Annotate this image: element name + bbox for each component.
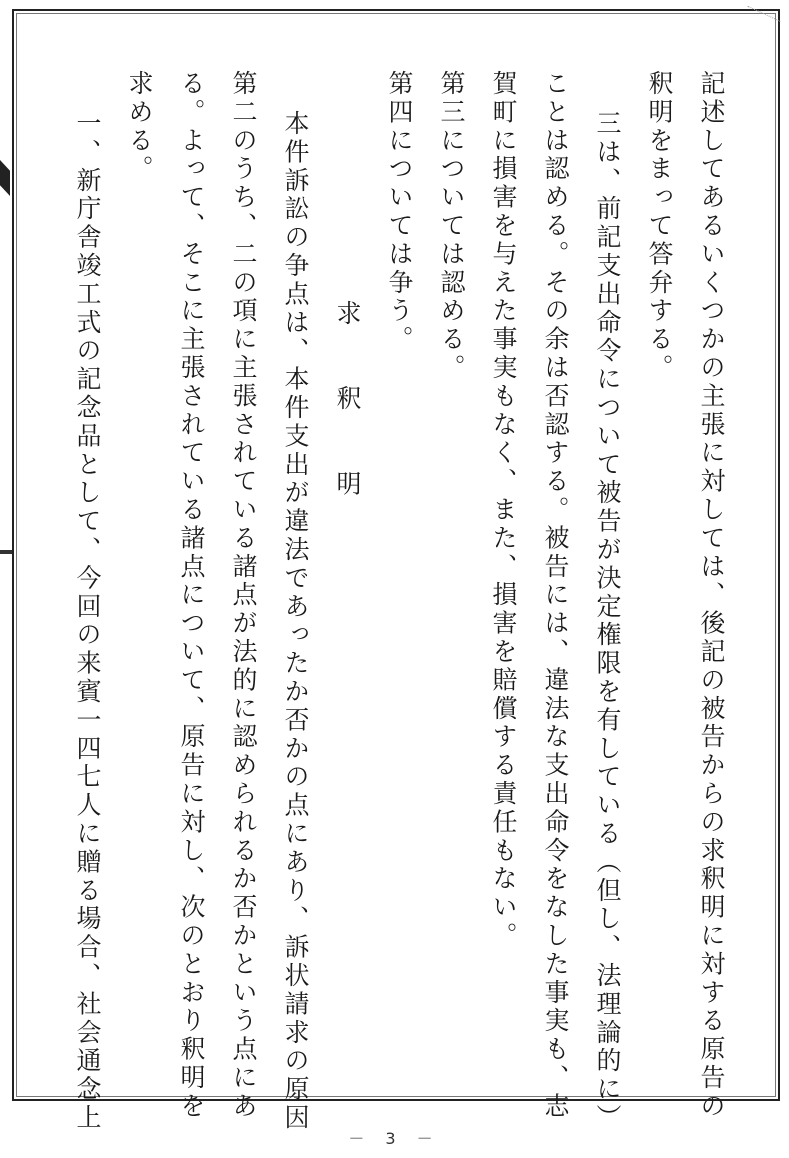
section-heading: 求 釈 明 (333, 300, 362, 499)
text-column-11: る。よって、そこに主張されている諸点について、原告に対し、次のとおり釈明を (177, 70, 206, 1121)
page-number: － 3 － (348, 1129, 441, 1148)
binding-mark-top (0, 160, 10, 196)
text-column-5: 賀町に損害を与えた事実もなく、また、損害を賠償する責任もない。 (489, 70, 518, 951)
text-column-4: ことは認める。その余は否認する。被告には、違法な支出命令をなした事実も、志 (541, 70, 570, 1121)
text-column-9: 本件訴訟の争点は、本件支出が違法であったか否かの点にあり、訴状請求の原因 (281, 110, 310, 1133)
text-column-1: 記述してあるいくつかの主張に対しては、後記の被告からの求釈明に対する原告の (697, 70, 726, 1121)
text-column-3: 三は、前記支出命令について被告が決定権限を有している（但し、法理論的に） (593, 110, 622, 1133)
text-column-2: 釈明をまって答弁する。 (645, 70, 674, 383)
text-column-7: 第四については争う。 (385, 70, 414, 354)
text-column-13: 一、新庁舎竣工式の記念品として、今回の来賓一四七人に贈る場合、社会通念上 (73, 110, 102, 1133)
binding-mark-bottom (0, 550, 12, 554)
text-column-12: 求める。 (125, 70, 154, 184)
text-column-6: 第三については認める。 (437, 70, 466, 383)
text-column-10: 第二のうち、二の項に主張されている諸点が法的に認められるか否かという点にあ (229, 70, 258, 1121)
